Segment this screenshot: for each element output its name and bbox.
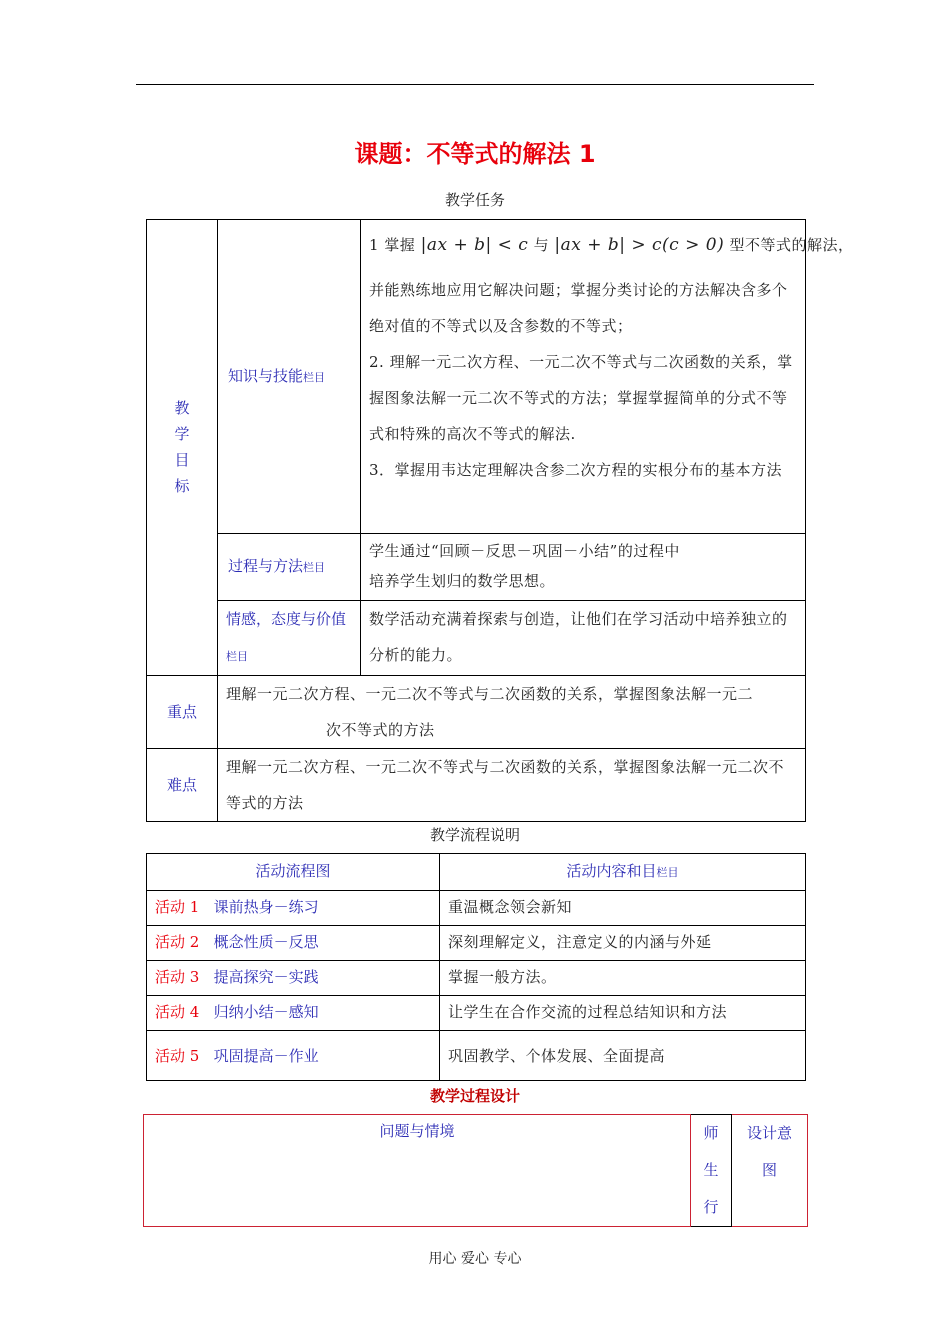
emotion-content: 数学活动充满着探索与创造，让他们在学习活动中培养独立的分析的能力。 [361, 601, 806, 676]
process-text-2: 培养学生划归的数学思想。 [369, 572, 556, 590]
flow-row [147, 891, 440, 926]
knowledge-text-1: 并能熟练地应用它解决问题；掌握分类讨论的方法解决含多个绝对值的不等式以及含参数的不等式； [369, 281, 788, 335]
flow-header-2-text: 活动内容和目 [566, 862, 657, 880]
knowledge-label: 知识与技能 [228, 366, 304, 385]
knowledge-prefix: 1 掌握 [369, 236, 416, 254]
knowledge-text-3: 3．掌握用韦达定理解决含参二次方程的实根分布的基本方法 [369, 461, 783, 479]
ts-char: 生 [703, 1161, 719, 1179]
activity-num: 活动 1 [155, 898, 200, 916]
section-caption-design: 教学过程设计 [429, 1087, 520, 1105]
activity-num: 活动 4 [155, 1003, 200, 1021]
page-footer: 用心 爱心 专心 [428, 1251, 522, 1267]
difficult-content: 理解一元二次方程、一元二次不等式与二次函数的关系，掌握图象法解一元二次不等式的方法 [218, 749, 806, 822]
emotion-suffix: 栏目 [226, 650, 248, 663]
header-rule [136, 84, 814, 85]
emotion-label-cell [218, 601, 361, 676]
activity-content: 掌握一般方法。 [440, 961, 806, 996]
activity-num: 活动 3 [155, 968, 200, 986]
key-content [218, 676, 806, 749]
activity-name: 归纳小结－感知 [213, 1003, 319, 1021]
process-label: 过程与方法 [228, 557, 304, 575]
design-intent-header [732, 1115, 808, 1227]
emotion-label: 情感，态度与价值 [226, 610, 347, 628]
activity-content: 深刻理解定义，注意定义的内涵与外延 [440, 926, 806, 961]
goal-char: 目 [174, 450, 190, 469]
section-caption-flow: 教学流程说明 [429, 826, 520, 844]
activity-name: 巩固提高－作业 [213, 1046, 319, 1065]
flow-header-1: 活动流程图 [147, 854, 440, 891]
process-suffix: 栏目 [303, 561, 326, 574]
process-content [361, 534, 806, 601]
problem-situation-header: 问题与情境 [144, 1115, 691, 1227]
goal-char: 标 [174, 476, 190, 495]
key-text-2: 次不等式的方法 [326, 721, 435, 739]
difficult-label-cell [147, 749, 218, 822]
process-text-1: 学生通过“回顾－反思－巩固－小结”的过程中 [369, 542, 680, 560]
flow-table [146, 853, 806, 1081]
flow-header-2 [440, 854, 806, 891]
goal-char: 学 [174, 424, 190, 443]
abs-inequality-2: |ax + b| > c(c > 0) [554, 235, 725, 255]
flow-header-2-suffix: 栏目 [656, 866, 679, 879]
teacher-student-header [691, 1115, 732, 1227]
knowledge-label-cell [218, 220, 361, 534]
activity-num: 活动 5 [155, 1046, 200, 1065]
process-design-table [143, 1114, 808, 1227]
key-label-cell [147, 676, 218, 749]
knowledge-text-2: 2. 理解一元二次方程、一元二次不等式与二次函数的关系，掌握图象法解一元二次不等式的方法；掌握掌握简单的分式不等式和特殊的高次不等式的解法. [369, 353, 793, 443]
key-text-1: 理解一元二次方程、一元二次不等式与二次函数的关系，掌握图象法解一元二 [226, 685, 754, 703]
flow-row [147, 996, 440, 1031]
activity-name: 概念性质－反思 [213, 933, 319, 951]
abs-inequality-1: |ax + b| < c [420, 235, 529, 255]
knowledge-content [361, 220, 854, 534]
flow-row [147, 926, 440, 961]
knowledge-suffix-text: 型不等式的解法， [729, 236, 854, 254]
activity-content: 重温概念领会新知 [440, 891, 806, 926]
flow-row [147, 961, 440, 996]
knowledge-suffix: 栏目 [303, 370, 326, 384]
activity-content: 巩固教学、个体发展、全面提高 [440, 1031, 806, 1081]
process-label-cell [218, 534, 361, 601]
activity-name: 提高探究－实践 [213, 968, 319, 986]
goal-label-cell [147, 220, 218, 676]
flow-row [147, 1031, 440, 1081]
activity-name: 课前热身－练习 [213, 898, 319, 916]
knowledge-mid: 与 [533, 236, 550, 254]
key-label: 重点 [166, 702, 197, 721]
activity-num: 活动 2 [155, 933, 200, 951]
ts-char: 师 [703, 1124, 719, 1142]
page-title: 课题：不等式的解法 1 [354, 140, 596, 168]
intent-line: 图 [761, 1161, 777, 1179]
teaching-task-table [146, 219, 854, 822]
ts-char: 行 [703, 1198, 719, 1216]
difficult-label: 难点 [166, 775, 197, 794]
section-caption-tasks: 教学任务 [444, 191, 505, 209]
activity-content: 让学生在合作交流的过程总结知识和方法 [440, 996, 806, 1031]
intent-line: 设计意 [746, 1124, 792, 1142]
goal-char: 教 [174, 398, 190, 417]
